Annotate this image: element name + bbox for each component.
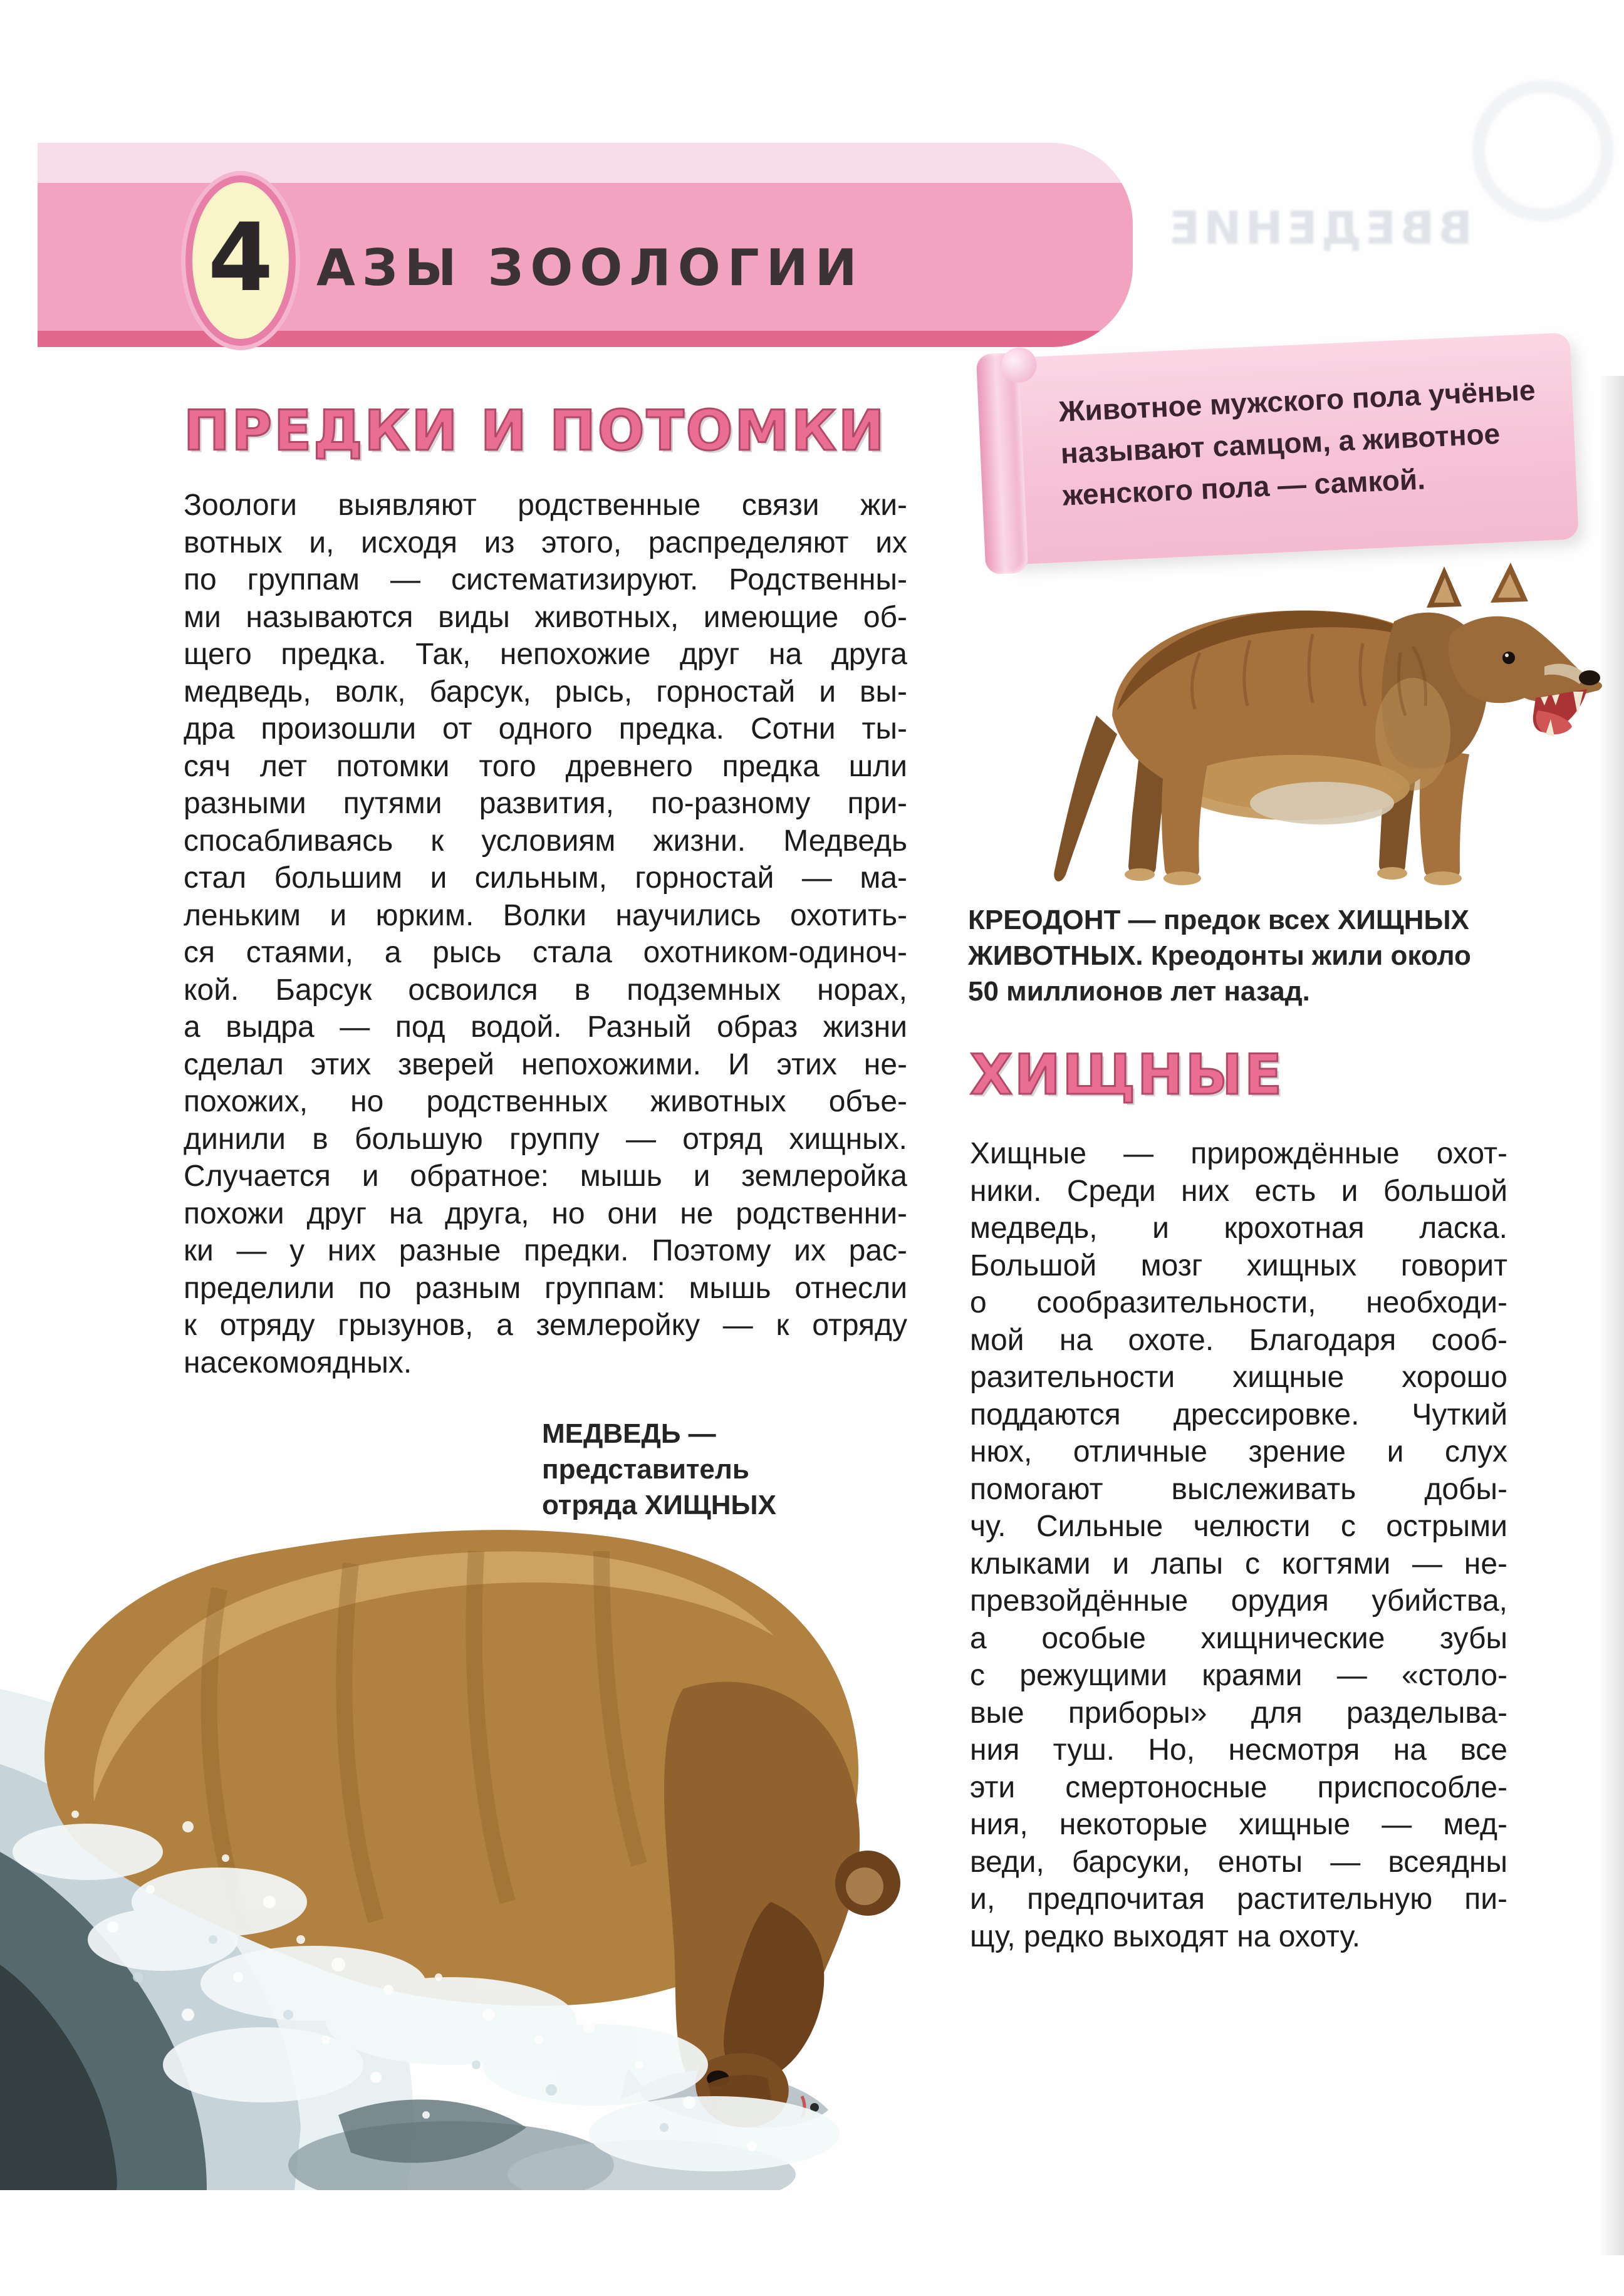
text-line: 50 миллионов лет назад. <box>968 976 1310 1007</box>
text-line: по группам — систематизируют. Родственны- <box>184 563 907 596</box>
text-line: ся стаями, а рысь стала охотником-одиноч- <box>184 936 907 969</box>
fact-banner-text <box>1058 369 1545 517</box>
header-band-light-strip <box>38 143 1133 183</box>
text-line: леньким и юрким. Волки научились охотить- <box>184 898 907 932</box>
text-line: к отряду грызунов, а землеройку — к отряду <box>184 1309 907 1342</box>
creodont-paw <box>1424 871 1462 885</box>
text-line: ки — у них разные предки. Поэтому их рас- <box>184 1234 907 1267</box>
creodont-paw <box>1125 868 1155 881</box>
page-title: АЗЫ ЗООЛОГИИ <box>316 239 864 297</box>
text-line: похожи друг на друга, но они не родственни- <box>184 1197 907 1230</box>
text-line: а особые хищнические зубы <box>970 1621 1507 1655</box>
text-line: ния туш. Но, несмотря на все <box>970 1733 1507 1767</box>
fact-banner <box>976 333 1579 566</box>
text-line: кой. Барсук освоился в подземных норах, <box>184 973 907 1007</box>
text-line: КРЕОДОНТ — предок всех ХИЩНЫХ <box>968 905 1469 935</box>
creodont-nose <box>1579 670 1600 685</box>
text-line: ния, некоторые хищные — мед- <box>970 1808 1507 1841</box>
text-line: стал большим и сильным, горностай — ма- <box>184 861 907 895</box>
text-line: Зоологи выявляют родственные связи жи- <box>184 489 907 522</box>
creodont-head <box>1449 616 1602 703</box>
text-line: вотных и, исходя из этого, распределяют их <box>184 526 907 559</box>
page-number-badge <box>185 175 296 346</box>
text-line: нюх, отличные зрение и слух <box>970 1435 1507 1468</box>
creodont-paw <box>1377 867 1407 880</box>
creodont-illustration <box>1012 527 1604 903</box>
text-line: превзойдённые орудия убийства, <box>970 1584 1507 1618</box>
text-line: ми называются виды животных, имеющие об- <box>184 600 907 634</box>
creodont-belly-fur <box>1250 782 1394 824</box>
text-line: клыками и лапы с когтями — не- <box>970 1547 1507 1581</box>
creodont-eye <box>1502 652 1515 664</box>
text-line: медведь, и крохотная ласка. <box>970 1212 1507 1245</box>
magnifier-bleed-icon <box>1472 80 1613 221</box>
text-line: щего предка. Так, непохожие друг на друга <box>184 638 907 671</box>
text-line: вые приборы» для разделыва- <box>970 1696 1507 1730</box>
text-line: чу. Сильные челюсти с острыми <box>970 1510 1507 1543</box>
text-line: эти смертоносные приспособле- <box>970 1770 1507 1804</box>
creodont-eye-glint <box>1505 653 1509 657</box>
text-line: веди, барсуки, еноты — всеядны <box>970 1845 1507 1879</box>
text-line: спосабливаясь к условиям жизни. Медведь <box>184 824 907 858</box>
text-line: похожих, но родственных животных объе- <box>184 1085 907 1118</box>
text-line: ЖИВОТНЫХ. Креодонты жили около <box>968 940 1471 971</box>
text-line: отряда ХИЩНЫХ <box>542 1490 776 1520</box>
page-number: 4 <box>207 204 274 313</box>
text-line: о сообразительности, необходи- <box>970 1286 1507 1319</box>
text-line: помогают выслеживать добы- <box>970 1472 1507 1506</box>
text-line: насекомоядных. <box>184 1346 412 1379</box>
text-line: МЕДВЕДЬ — представитель <box>542 1418 749 1485</box>
creodont-paw <box>1163 871 1201 885</box>
text-line: сяч лет потомки того древнего предка шли <box>184 749 907 783</box>
creodont-tail <box>1054 715 1117 881</box>
text-line: а выдра — под водой. Разный образ жизни <box>184 1010 907 1044</box>
text-line: женского пола — самкой. <box>1061 462 1426 512</box>
text-line: разительности хищные хорошо <box>970 1361 1507 1394</box>
text-line: мой на охоте. Благодаря сооб- <box>970 1323 1507 1357</box>
section-heading-predators: ХИЩНЫЕ <box>970 1042 1284 1107</box>
text-line: ники. Среди них есть и большой <box>970 1174 1507 1208</box>
text-line: Большой мозг хищных говорит <box>970 1249 1507 1282</box>
text-line: щу, редко выходят на охоту. <box>970 1919 1361 1953</box>
creodont-chest <box>1375 678 1450 791</box>
text-line: сделал этих зверей непохожими. И этих не- <box>184 1047 907 1081</box>
text-line: Случается и обратное: мышь и землеройка <box>184 1160 907 1193</box>
text-line: Животное мужского пола учёные <box>1058 373 1536 428</box>
text-line: дра произошли от одного предка. Сотни ты- <box>184 712 907 745</box>
text-line: динили в большую группу — отряд хищных. <box>184 1122 907 1156</box>
bear-caption <box>542 1416 905 1523</box>
header-band-rose-strip <box>38 331 1133 347</box>
text-line: и, предпочитая растительную пи- <box>970 1883 1507 1916</box>
text-line: с режущими краями — «столо- <box>970 1659 1507 1692</box>
ancestors-paragraph <box>184 487 907 1381</box>
section-heading-ancestors: ПРЕДКИ И ПОТОМКИ <box>184 398 887 463</box>
text-line: поддаются дрессировке. Чуткий <box>970 1398 1507 1431</box>
creodont-caption <box>968 902 1569 1009</box>
text-line: медведь, волк, барсук, рысь, горностай и вы- <box>184 675 907 709</box>
predators-paragraph <box>970 1135 1507 1955</box>
text-line: пределили по разным группам: мышь отнесли <box>184 1271 907 1305</box>
bear-illustration <box>0 1501 1028 2190</box>
bleed-through-text: ВВЕДЕНИЕ <box>1165 202 1472 254</box>
text-line: называют самцом, а животное <box>1059 417 1501 470</box>
text-line: разными путями развития, по-разному при- <box>184 787 907 820</box>
bear-ear-inner <box>846 1867 883 1905</box>
text-line: Хищные — прирождённые охот- <box>970 1137 1507 1170</box>
